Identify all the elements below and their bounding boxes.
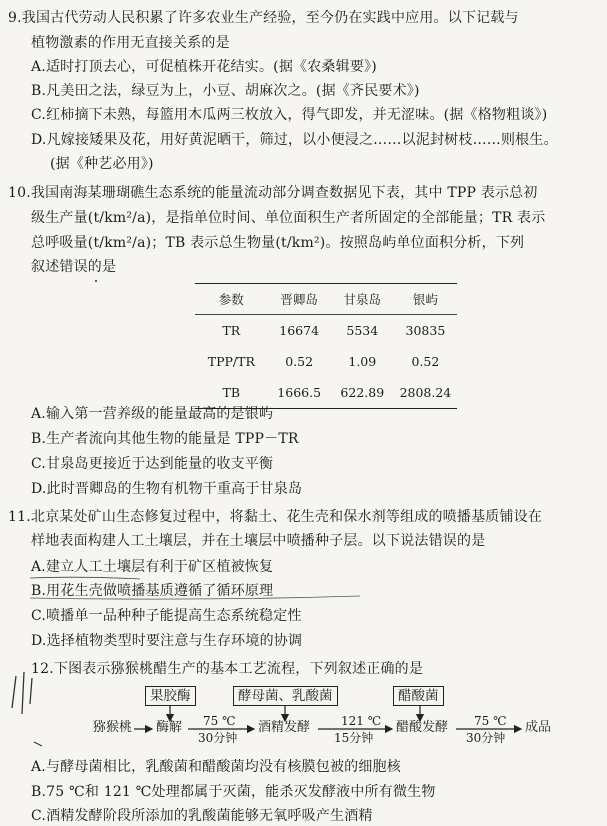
q10-stem-line-4: 叙述错误的是 — [31, 259, 117, 275]
table-header-row — [195, 284, 457, 315]
table-cell: 622.89 — [340, 385, 385, 400]
q12-stem: 12.下图表示猕猴桃醋生产的基本工艺流程，下列叙述正确的是 — [31, 661, 424, 677]
q12-option-a: A.与酵母菌相比，乳酸菌和醋酸菌均没有核膜包被的细胞核 — [31, 759, 401, 775]
table-cell: 0.52 — [285, 354, 314, 369]
table-header-cell: 晋卿岛 — [280, 292, 318, 307]
table-cell: 30835 — [405, 323, 446, 338]
q12-option-b: B.75 ℃和 121 ℃处理都属于灭菌，能杀灭发酵液中所有微生物 — [31, 784, 436, 800]
pectinase-box: 果胶酶 — [145, 686, 196, 706]
handwritten-mark — [10, 668, 40, 718]
q9-option-b: B.凡美田之法，绿豆为上，小豆、胡麻次之。(据《齐民要术》) — [31, 83, 420, 99]
acetobacter-box: 醋酸菌 — [393, 686, 444, 706]
table-row — [195, 377, 457, 408]
energy-data-table — [195, 283, 457, 409]
table-header-cell: 甘泉岛 — [343, 292, 382, 307]
table-row — [195, 346, 457, 377]
q11-option-d: D.选择植物类型时要注意与生存环境的协调 — [31, 633, 303, 649]
condition-1-time: 30分钟 — [198, 731, 238, 745]
condition-2-temp: 121 ℃ — [341, 714, 382, 728]
q10-option-a: A.输入第一营养级的能量最高的是银屿 — [31, 406, 274, 422]
yeast-lactobacillus-box: 酵母菌、乳酸菌 — [233, 686, 338, 706]
q11-stem-line-1: 11.北京某处矿山生态修复过程中，将黏土、花生壳和保水剂等组成的喷播基质铺设在 — [8, 509, 543, 525]
q11-stem-line-2: 样地表面构建人工土壤层，并在土壤层中喷播种子层。以下说法错误的是 — [31, 533, 486, 549]
q9-option-d-line-1: D.凡嫁接矮果及花，用好黄泥晒干，筛过，以小便浸之……以泥封树枝……则根生。 — [31, 132, 558, 148]
condition-1-temp: 75 ℃ — [203, 714, 236, 728]
q9-option-a: A.适时打顶去心，可促植株开花结实。(据《农桑辑要》) — [31, 59, 377, 75]
flow-step-product: 成品 — [525, 720, 552, 735]
table-cell: TPP/TR — [207, 354, 255, 369]
q10-stem-line-3: 总呼吸量(t/km²/a)；TB 表示总生物量(t/km²)。按照岛屿单位面积分析，下列 — [31, 235, 525, 251]
flow-step-enzymolysis: 酶解 — [156, 720, 183, 735]
table-header-cell: 参数 — [218, 292, 244, 307]
emphasis-dot — [95, 280, 97, 282]
q11-option-b: B.用花生壳做喷播基质遵循了循环原理 — [31, 583, 274, 599]
table-cell: TB — [222, 385, 241, 400]
q11-option-a: A.建立人工土壤层有利于矿区植被恢复 — [31, 559, 274, 575]
table-cell: 1.09 — [348, 354, 377, 369]
q9-option-c: C.红柿摘下未熟，每篮用木瓜两三枚放入，得气即发，并无涩味。(据《格物粗谈》) — [31, 107, 548, 123]
table-cell: 16674 — [279, 323, 320, 338]
q10-option-b: B.生产者流向其他生物的能量是 TPP－TR — [31, 431, 299, 447]
table-cell: 5534 — [346, 323, 379, 338]
condition-3-time: 30分钟 — [466, 731, 506, 745]
table-cell: 2808.24 — [399, 385, 452, 400]
q11-option-c: C.喷播单一品种种子能提高生态系统稳定性 — [31, 608, 302, 624]
flow-step-alcohol-fermentation: 酒精发酵 — [258, 720, 311, 735]
flow-step-kiwi: 猕猴桃 — [93, 720, 133, 735]
q10-stem-line-1: 10.我国南海某珊瑚礁生态系统的能量流动部分调查数据见下表，其中 TPP 表示总初 — [8, 185, 538, 201]
table-header-cell: 银屿 — [412, 292, 438, 307]
q10-option-d: D.此时晋卿岛的生物有机物干重高于甘泉岛 — [31, 481, 303, 497]
q9-stem-line-1: 9.我国古代劳动人民积累了许多农业生产经验，至今仍在实践中应用。以下记载与 — [8, 10, 519, 26]
table-cell: 1666.5 — [277, 385, 322, 400]
q12-option-c: C.酒精发酵阶段所添加的乳酸菌能够无氧呼吸产生酒精 — [31, 808, 373, 824]
q9-stem-line-2: 植物激素的作用无直接关系的是 — [31, 35, 230, 51]
flow-step-acetic-fermentation: 醋酸发酵 — [396, 720, 449, 735]
q10-stem-line-2: 级生产量(t/km²/a)，是指单位时间、单位面积生产者所固定的全部能量；TR 表示 — [31, 210, 546, 226]
table-cell: TR — [222, 323, 241, 338]
table-row — [195, 315, 457, 346]
q9-option-d-line-2: (据《种艺必用》) — [50, 156, 154, 172]
condition-3-temp: 75 ℃ — [474, 714, 507, 728]
table-cell: 0.52 — [411, 354, 440, 369]
condition-2-time: 15分钟 — [334, 731, 374, 745]
q10-option-c: C.甘泉岛更接近于达到能量的收支平衡 — [31, 456, 274, 472]
